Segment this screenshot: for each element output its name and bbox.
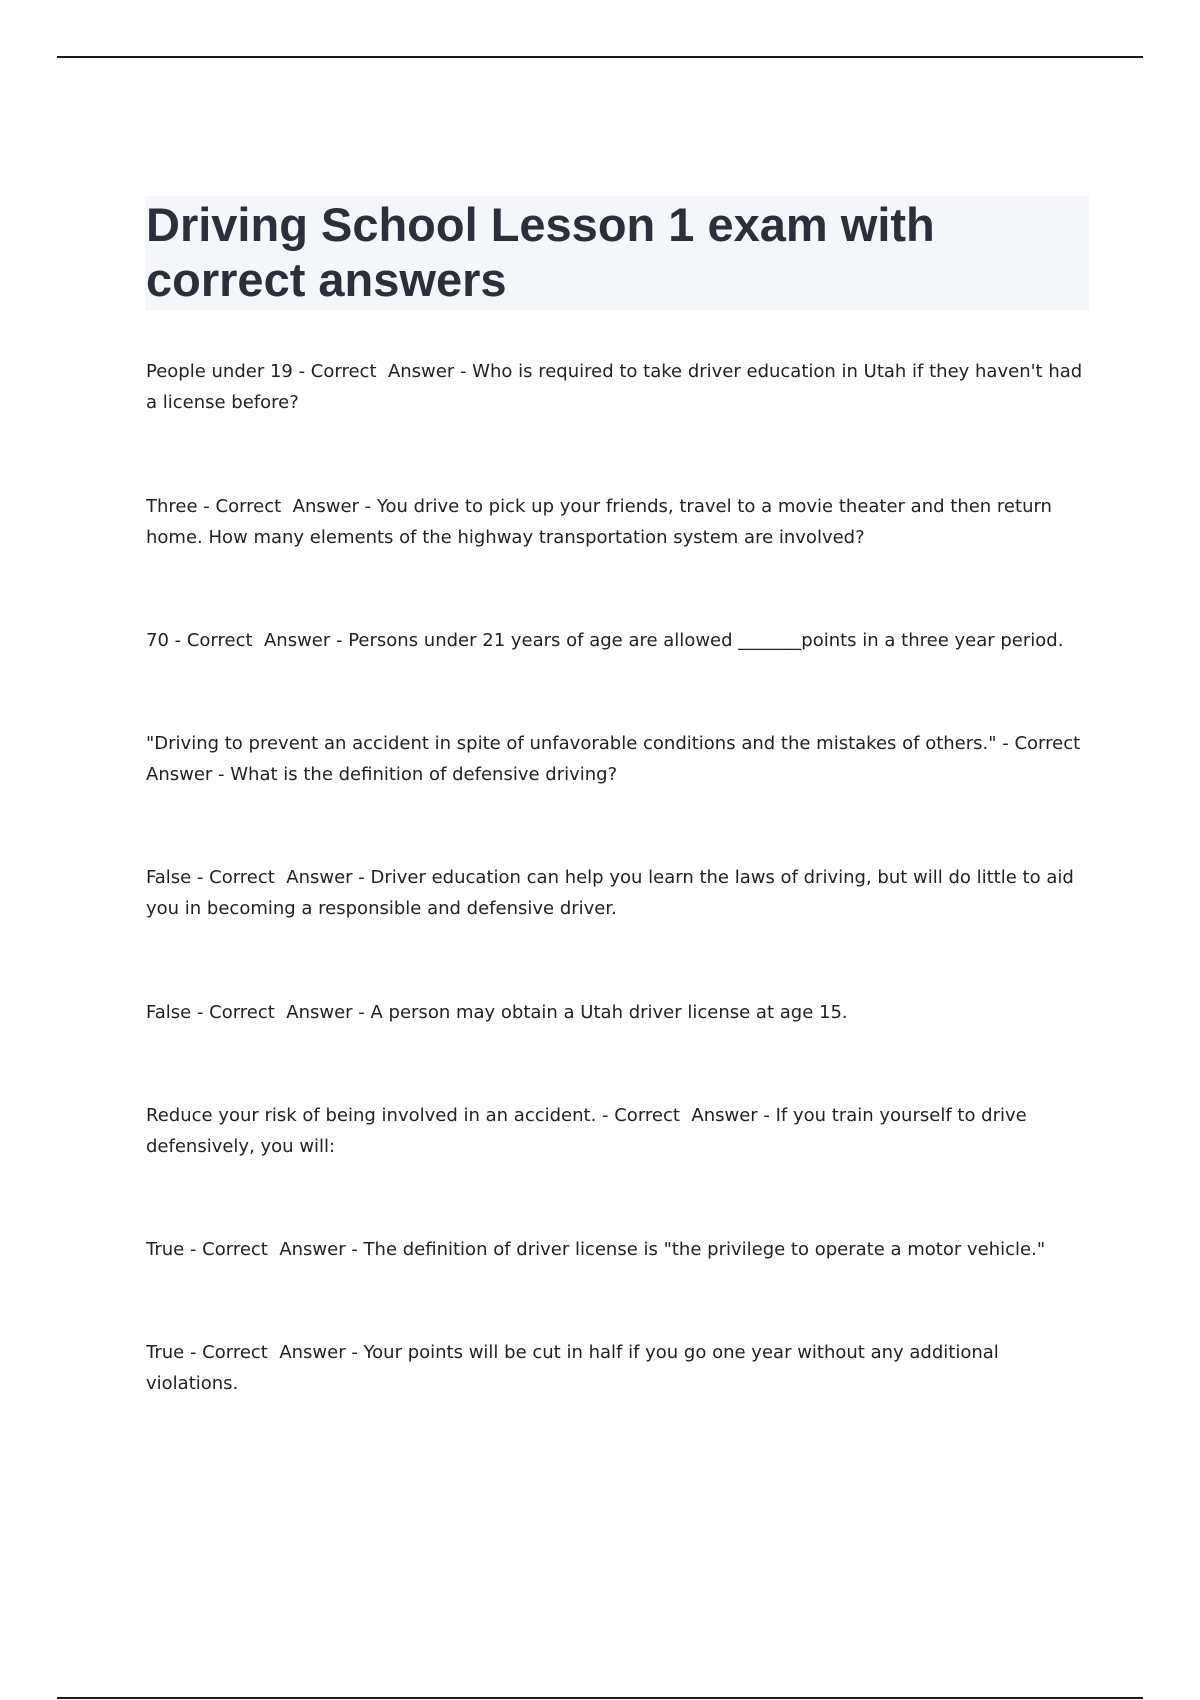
qa-item-7: Reduce your risk of being involved in an accident. - Correct Answer - If you train yourself to drive defensively, you will: [146,1105,1033,1157]
qa-item-3: 70 - Correct Answer - Persons under 21 years of age are allowed _______points in a three year period. [146,630,1064,651]
qa-item-4: "Driving to prevent an accident in spite of unfavorable conditions and the mistakes of others." - Correct Answer - What is the definition of defensive driving? [146,733,1086,785]
qa-item-6: False - Correct Answer - A person may obtain a Utah driver license at age 15. [146,1002,848,1023]
qa-item-2: Three - Correct Answer - You drive to pick up your friends, travel to a movie theater and then return home. How many elements of the highway transportation system are involved? [146,496,1058,548]
qa-item-1: People under 19 - Correct Answer - Who is required to take driver education in Utah if they haven't had a license before? [146,361,1088,413]
page-title: Driving School Lesson 1 exam with correct answers [146,198,935,306]
qa-item-8: True - Correct Answer - The definition of driver license is "the privilege to operate a motor vehicle." [146,1239,1046,1260]
qa-item-9: True - Correct Answer - Your points will be cut in half if you go one year without any additional violations. [146,1342,1005,1394]
qa-item-5: False - Correct Answer - Driver education can help you learn the laws of driving, but will do little to aid you in becoming a responsible and defensive driver. [146,867,1080,919]
top-rule [57,56,1143,58]
bottom-rule [57,1697,1143,1699]
